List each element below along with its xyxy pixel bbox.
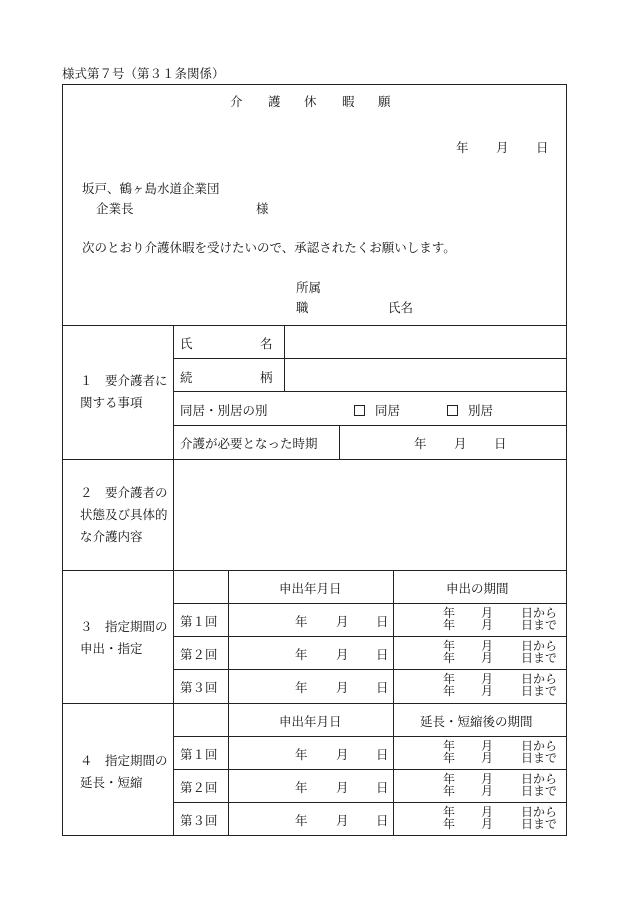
s4-row3-to-month: 月 bbox=[481, 817, 494, 831]
form-title-char-3: 休 bbox=[304, 94, 317, 109]
s3-row-line-1 bbox=[173, 603, 567, 604]
s3-col-divider-2 bbox=[393, 570, 394, 703]
s3-row3-from-month: 月 bbox=[481, 672, 494, 686]
separate-checkbox[interactable] bbox=[447, 405, 458, 416]
s1-time-day: 日 bbox=[494, 436, 507, 451]
s4-row3-month: 月 bbox=[336, 813, 349, 828]
s1-relation-label-b: 柄 bbox=[260, 370, 273, 385]
s3-row1-from: 日から bbox=[521, 606, 558, 620]
s4-row3-from-year: 年 bbox=[443, 805, 456, 819]
s4-row2-to-year: 年 bbox=[443, 784, 456, 798]
s4-row1-from: 日から bbox=[521, 739, 558, 753]
s4-row2-to: 日まで bbox=[521, 784, 558, 798]
s4-row3-to-year: 年 bbox=[443, 817, 456, 831]
s3-row3-day: 日 bbox=[376, 680, 389, 695]
s3-row3-from-year: 年 bbox=[443, 672, 456, 686]
s4-row2-from-year: 年 bbox=[443, 772, 456, 786]
s4-row1-day: 日 bbox=[376, 747, 389, 762]
s4-row2-year: 年 bbox=[295, 780, 308, 795]
section2-title: ２ 要介護者の状態及び具体的な介護内容 bbox=[80, 485, 168, 544]
s4-row2-from: 日から bbox=[521, 772, 558, 786]
s1-name-label-a: 氏 bbox=[180, 336, 193, 351]
divider-section3 bbox=[62, 570, 567, 571]
s1-label-divider bbox=[284, 325, 285, 391]
s4-col-divider-2 bbox=[393, 703, 394, 836]
s4-row2-month: 月 bbox=[336, 780, 349, 795]
s1-relation-label-a: 続 bbox=[180, 370, 193, 385]
s4-row2-day: 日 bbox=[376, 780, 389, 795]
s4-col-divider-1 bbox=[228, 703, 229, 836]
s3-row2-day: 日 bbox=[376, 647, 389, 662]
header-date-day: 日 bbox=[536, 140, 549, 155]
s4-row1-to-year: 年 bbox=[443, 751, 456, 765]
cohabit-checkbox[interactable] bbox=[354, 405, 365, 416]
s3-row3-label: 第３回 bbox=[180, 680, 218, 695]
s3-row1-to-month: 月 bbox=[481, 618, 494, 632]
s4-row3-to: 日まで bbox=[521, 817, 558, 831]
s3-row1-from-year: 年 bbox=[443, 606, 456, 620]
s3-row2-from: 日から bbox=[521, 639, 558, 653]
name-label: 氏名 bbox=[388, 300, 414, 315]
divider-section4 bbox=[62, 703, 567, 704]
s3-row3-to-month: 月 bbox=[481, 684, 494, 698]
s3-row3-to: 日まで bbox=[521, 684, 558, 698]
s4-row1-month: 月 bbox=[336, 747, 349, 762]
s1-row-line-2 bbox=[173, 391, 567, 392]
separate-option-label: 別居 bbox=[468, 403, 494, 418]
s4-row3-from-month: 月 bbox=[481, 805, 494, 819]
header-date-month: 月 bbox=[496, 140, 509, 155]
s1-row-line-3 bbox=[173, 425, 567, 426]
s3-row2-to-month: 月 bbox=[481, 651, 494, 665]
s3-row1-label: 第１回 bbox=[180, 614, 218, 629]
section3-title: ３ 指定期間の申出・指定 bbox=[80, 619, 168, 656]
s3-row3-month: 月 bbox=[336, 680, 349, 695]
s3-row2-to-year: 年 bbox=[443, 651, 456, 665]
s4-row1-label: 第１回 bbox=[180, 747, 218, 762]
s3-row3-from: 日から bbox=[521, 672, 558, 686]
s4-row2-to-month: 月 bbox=[481, 784, 494, 798]
s1-time-month: 月 bbox=[454, 436, 467, 451]
s1-name-label-b: 名 bbox=[260, 336, 273, 351]
s3-col-period-header: 申出の期間 bbox=[446, 581, 509, 596]
s3-row1-to: 日まで bbox=[521, 618, 558, 632]
form-title-char-4: 暇 bbox=[342, 94, 355, 109]
s4-row-line-2 bbox=[173, 769, 567, 770]
s3-row1-year: 年 bbox=[295, 614, 308, 629]
section4-title: ４ 指定期間の延長・短縮 bbox=[80, 753, 168, 790]
recipient-honorific: 様 bbox=[256, 201, 269, 216]
s4-row2-label: 第２回 bbox=[180, 780, 218, 795]
request-text: 次のとおり介護休暇を受けたいので、承認されたくお願いします。 bbox=[82, 240, 456, 255]
s3-row3-year: 年 bbox=[295, 680, 308, 695]
affiliation-label: 所属 bbox=[296, 280, 322, 295]
s3-row3-to-year: 年 bbox=[443, 684, 456, 698]
s3-col-date-header: 申出年月日 bbox=[279, 581, 342, 596]
divider-section2 bbox=[62, 459, 567, 460]
s1-time-year: 年 bbox=[414, 436, 427, 451]
left-column-divider bbox=[173, 325, 174, 836]
header-date-year: 年 bbox=[456, 140, 469, 155]
s4-row3-day: 日 bbox=[376, 813, 389, 828]
s4-row1-to: 日まで bbox=[521, 751, 558, 765]
s3-row2-from-month: 月 bbox=[481, 639, 494, 653]
cohabit-option[interactable] bbox=[354, 401, 400, 419]
s3-row1-day: 日 bbox=[376, 614, 389, 629]
s4-row-line-1 bbox=[173, 736, 567, 737]
s3-row1-from-month: 月 bbox=[481, 606, 494, 620]
s4-col-date-header: 申出年月日 bbox=[279, 714, 342, 729]
s4-row1-from-month: 月 bbox=[481, 739, 494, 753]
s3-row2-to: 日まで bbox=[521, 651, 558, 665]
separate-option[interactable] bbox=[447, 401, 493, 419]
s1-row-line-1 bbox=[173, 358, 567, 359]
s4-row-line-3 bbox=[173, 802, 567, 803]
s4-row1-from-year: 年 bbox=[443, 739, 456, 753]
cohabit-option-label: 同居 bbox=[375, 403, 401, 418]
s4-row1-to-month: 月 bbox=[481, 751, 494, 765]
s1-time-divider bbox=[339, 425, 340, 459]
s3-row-line-2 bbox=[173, 636, 567, 637]
s4-row3-from: 日から bbox=[521, 805, 558, 819]
form-title-char-5: 願 bbox=[378, 94, 391, 109]
s4-col-period-header: 延長・短縮後の期間 bbox=[420, 714, 533, 729]
form-number-label: 様式第７号（第３１条関係） bbox=[62, 66, 225, 81]
s4-row3-label: 第３回 bbox=[180, 813, 218, 828]
s1-cohabit-label: 同居・別居の別 bbox=[180, 403, 268, 418]
s4-row3-year: 年 bbox=[295, 813, 308, 828]
s3-row1-month: 月 bbox=[336, 614, 349, 629]
s4-row1-year: 年 bbox=[295, 747, 308, 762]
section1-title: １ 要介護者に関する事項 bbox=[80, 373, 168, 410]
position-label: 職 bbox=[296, 300, 309, 315]
form-title-char-2: 護 bbox=[268, 94, 281, 109]
form-title-char-1: 介 bbox=[230, 94, 243, 109]
s3-row-line-3 bbox=[173, 669, 567, 670]
s4-row2-from-month: 月 bbox=[481, 772, 494, 786]
org-name: 坂戸、鶴ヶ島水道企業団 bbox=[82, 181, 220, 196]
s1-time-label: 介護が必要となった時期 bbox=[180, 436, 318, 451]
s3-row2-label: 第２回 bbox=[180, 647, 218, 662]
s3-row2-year: 年 bbox=[295, 647, 308, 662]
s3-col-divider-1 bbox=[228, 570, 229, 703]
s3-row2-month: 月 bbox=[336, 647, 349, 662]
divider-section1 bbox=[62, 325, 567, 326]
recipient-title: 企業長 bbox=[96, 201, 134, 216]
s3-row1-to-year: 年 bbox=[443, 618, 456, 632]
s3-row2-from-year: 年 bbox=[443, 639, 456, 653]
